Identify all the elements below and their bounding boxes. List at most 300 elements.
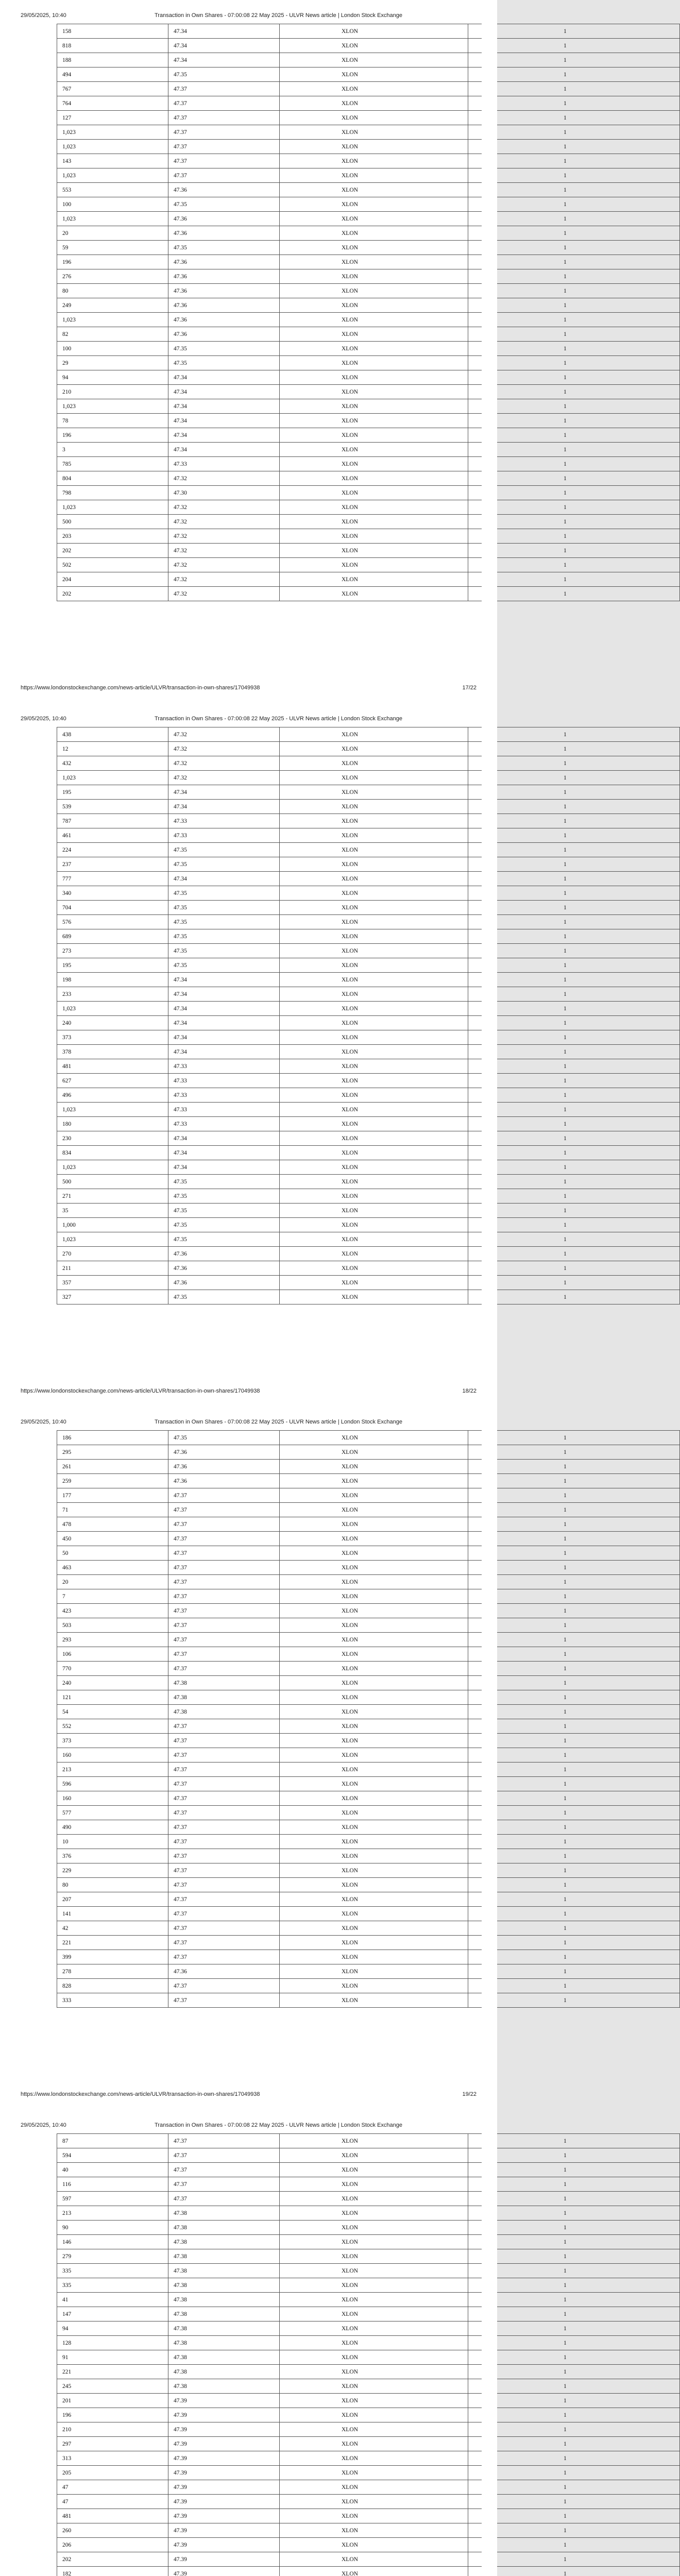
table-row [57,1431,680,1445]
table-row [57,313,680,327]
volume-cell: 378 [57,1045,168,1059]
time-cell: 1 [468,2538,680,2552]
volume-cell: 450 [57,1532,168,1546]
table-row [57,53,680,67]
volume-cell: 313 [57,2451,168,2466]
price-cell: 47.37 [168,2177,280,2192]
time-cell: 1 [468,1921,680,1936]
price-cell: 47.37 [168,1734,280,1748]
venue-cell: XLON [280,370,468,385]
venue-cell: XLON [280,2495,468,2509]
table-row [57,1160,680,1175]
venue-cell: XLON [280,2365,468,2379]
time-cell: 1 [468,1936,680,1950]
venue-cell: XLON [280,2293,468,2307]
venue-cell: XLON [280,414,468,428]
table-row [57,1088,680,1103]
article-url[interactable]: https://www.londonstockexchange.com/news-article/ULVR/transaction-in-own-shares/17049938 [21,1388,260,1394]
venue-cell: XLON [280,24,468,39]
price-cell: 47.34 [168,785,280,800]
venue-cell: XLON [280,2523,468,2538]
price-cell: 47.37 [168,1748,280,1762]
volume-cell: 834 [57,1146,168,1160]
price-cell: 47.39 [168,2480,280,2495]
venue-cell: XLON [280,327,468,342]
table-row [57,2206,680,2221]
venue-cell: XLON [280,857,468,872]
venue-cell: XLON [280,2192,468,2206]
venue-cell: XLON [280,67,468,82]
time-cell: 1 [468,2495,680,2509]
volume-cell: 158 [57,24,168,39]
volume-cell: 373 [57,1734,168,1748]
table-row [57,1532,680,1546]
table-row [57,756,680,771]
volume-cell: 1,023 [57,140,168,154]
price-cell: 47.32 [168,587,280,601]
volume-cell: 202 [57,2552,168,2567]
price-cell: 47.38 [168,2264,280,2278]
time-cell: 1 [468,1045,680,1059]
print-date: 29/05/2025, 10:40 [21,2122,66,2128]
time-cell: 1 [468,183,680,197]
venue-cell: XLON [280,2350,468,2365]
venue-cell: XLON [280,96,468,111]
price-cell: 47.32 [168,558,280,572]
volume-cell: 160 [57,1748,168,1762]
venue-cell: XLON [280,1892,468,1907]
article-title: Transaction in Own Shares - 07:00:08 22 May 2025 - ULVR News article | London Stock Exchange [155,2122,402,2128]
venue-cell: XLON [280,284,468,298]
table-row [57,1474,680,1488]
time-cell: 1 [468,1030,680,1045]
venue-cell: XLON [280,843,468,857]
venue-cell: XLON [280,1074,468,1088]
table-row [57,1907,680,1921]
venue-cell: XLON [280,255,468,269]
volume-cell: 94 [57,2321,168,2336]
table-row [57,284,680,298]
volume-cell: 597 [57,2192,168,2206]
volume-cell: 82 [57,327,168,342]
table-row [57,1676,680,1690]
volume-cell: 423 [57,1604,168,1618]
time-cell: 1 [468,1189,680,1204]
price-cell: 47.37 [168,1993,280,2008]
volume-cell: 293 [57,1633,168,1647]
table-row [57,298,680,313]
volume-cell: 785 [57,457,168,471]
volume-cell: 278 [57,1964,168,1979]
price-cell: 47.34 [168,872,280,886]
table-row [57,2408,680,2422]
venue-cell: XLON [280,1261,468,1276]
price-cell: 47.37 [168,1863,280,1878]
price-cell: 47.34 [168,1131,280,1146]
volume-cell: 127 [57,111,168,125]
price-cell: 47.34 [168,39,280,53]
time-cell: 1 [468,1488,680,1503]
venue-cell: XLON [280,1878,468,1892]
table-row [57,486,680,500]
table-row [57,1460,680,1474]
table-row [57,1016,680,1030]
time-cell: 1 [468,587,680,601]
price-cell: 47.35 [168,843,280,857]
transactions-table [57,727,680,1304]
table-row [57,2567,680,2576]
volume-cell: 121 [57,1690,168,1705]
volume-cell: 432 [57,756,168,771]
price-cell: 47.35 [168,356,280,370]
volume-cell: 399 [57,1950,168,1964]
article-title: Transaction in Own Shares - 07:00:08 22 May 2025 - ULVR News article | London Stock Exchange [155,1419,402,1425]
venue-cell: XLON [280,2264,468,2278]
price-cell: 47.37 [168,1907,280,1921]
volume-cell: 327 [57,1290,168,1304]
volume-cell: 91 [57,2350,168,2365]
venue-cell: XLON [280,1849,468,1863]
time-cell: 1 [468,2552,680,2567]
time-cell: 1 [468,1705,680,1719]
time-cell: 1 [468,828,680,843]
table-row [57,2249,680,2264]
venue-cell: XLON [280,2437,468,2451]
table-row [57,1232,680,1247]
volume-cell: 490 [57,1820,168,1835]
volume-cell: 1,000 [57,1218,168,1232]
time-cell: 1 [468,1532,680,1546]
venue-cell: XLON [280,443,468,457]
time-cell: 1 [468,1575,680,1589]
time-cell: 1 [468,197,680,212]
price-cell: 47.32 [168,515,280,529]
time-cell: 1 [468,399,680,414]
time-cell: 1 [468,2278,680,2293]
time-cell: 1 [468,2148,680,2163]
time-cell: 1 [468,2408,680,2422]
volume-cell: 503 [57,1618,168,1633]
venue-cell: XLON [280,1835,468,1849]
venue-cell: XLON [280,2249,468,2264]
table-row [57,544,680,558]
time-cell: 1 [468,1561,680,1575]
time-cell: 1 [468,2394,680,2408]
time-cell: 1 [468,2523,680,2538]
price-cell: 47.35 [168,886,280,901]
volume-cell: 237 [57,857,168,872]
page-number: 19/22 [462,2091,477,2097]
table-row [57,828,680,843]
table-row [57,1734,680,1748]
price-cell: 47.37 [168,1647,280,1662]
volume-cell: 1,023 [57,125,168,140]
price-cell: 47.38 [168,1705,280,1719]
venue-cell: XLON [280,385,468,399]
volume-cell: 1,023 [57,212,168,226]
venue-cell: XLON [280,1146,468,1160]
venue-cell: XLON [280,1546,468,1561]
venue-cell: XLON [280,1030,468,1045]
volume-cell: 180 [57,1117,168,1131]
time-cell: 1 [468,370,680,385]
volume-cell: 500 [57,1175,168,1189]
venue-cell: XLON [280,1002,468,1016]
volume-cell: 230 [57,1131,168,1146]
price-cell: 47.32 [168,727,280,742]
page-header [21,2122,477,2130]
venue-cell: XLON [280,226,468,241]
volume-cell: 335 [57,2264,168,2278]
venue-cell: XLON [280,1950,468,1964]
time-cell: 1 [468,2206,680,2221]
table-row [57,973,680,987]
price-cell: 47.34 [168,385,280,399]
volume-cell: 478 [57,1517,168,1532]
table-row [57,1218,680,1232]
price-cell: 47.37 [168,2192,280,2206]
price-cell: 47.37 [168,1532,280,1546]
volume-cell: 240 [57,1016,168,1030]
price-cell: 47.38 [168,2336,280,2350]
time-cell: 1 [468,2177,680,2192]
table-row [57,457,680,471]
time-cell: 1 [468,1276,680,1290]
venue-cell: XLON [280,800,468,814]
volume-cell: 146 [57,2235,168,2249]
time-cell: 1 [468,82,680,96]
volume-cell: 198 [57,973,168,987]
price-cell: 47.37 [168,1662,280,1676]
price-cell: 47.35 [168,342,280,356]
price-cell: 47.32 [168,572,280,587]
price-cell: 47.38 [168,1676,280,1690]
price-cell: 47.35 [168,1218,280,1232]
table-row [57,1546,680,1561]
table-row [57,771,680,785]
volume-cell: 203 [57,529,168,544]
volume-cell: 207 [57,1892,168,1907]
venue-cell: XLON [280,2509,468,2523]
venue-cell: XLON [280,587,468,601]
time-cell: 1 [468,2321,680,2336]
table-row [57,1618,680,1633]
venue-cell: XLON [280,515,468,529]
table-row [57,915,680,929]
price-cell: 47.39 [168,2552,280,2567]
venue-cell: XLON [280,1762,468,1777]
venue-cell: XLON [280,313,468,327]
table-row [57,1261,680,1276]
table-row [57,1791,680,1806]
price-cell: 47.37 [168,1575,280,1589]
table-row [57,39,680,53]
time-cell: 1 [468,2221,680,2235]
venue-cell: XLON [280,1088,468,1103]
price-cell: 47.37 [168,1777,280,1791]
volume-cell: 787 [57,814,168,828]
venue-cell: XLON [280,269,468,284]
table-row [57,1589,680,1604]
volume-cell: 1,023 [57,771,168,785]
venue-cell: XLON [280,1232,468,1247]
volume-cell: 186 [57,1431,168,1445]
venue-cell: XLON [280,1204,468,1218]
table-row [57,428,680,443]
volume-cell: 50 [57,1546,168,1561]
price-cell: 47.34 [168,1045,280,1059]
price-cell: 47.39 [168,2451,280,2466]
venue-cell: XLON [280,1460,468,1474]
venue-cell: XLON [280,1791,468,1806]
venue-cell: XLON [280,1964,468,1979]
table-row [57,1276,680,1290]
venue-cell: XLON [280,1719,468,1734]
venue-cell: XLON [280,39,468,53]
venue-cell: XLON [280,901,468,915]
venue-cell: XLON [280,2321,468,2336]
table-row [57,742,680,756]
price-cell: 47.37 [168,1849,280,1863]
price-cell: 47.33 [168,457,280,471]
venue-cell: XLON [280,1532,468,1546]
table-row [57,1964,680,1979]
page-footer [21,1388,477,1395]
price-cell: 47.38 [168,2235,280,2249]
table-row [57,2365,680,2379]
volume-cell: 259 [57,1474,168,1488]
volume-cell: 804 [57,471,168,486]
table-row [57,183,680,197]
page-header [21,1419,477,1427]
table-row [57,24,680,39]
volume-cell: 90 [57,2221,168,2235]
time-cell: 1 [468,255,680,269]
table-row [57,500,680,515]
table-row [57,269,680,284]
table-row [57,2336,680,2350]
venue-cell: XLON [280,944,468,958]
volume-cell: 373 [57,1030,168,1045]
article-title: Transaction in Own Shares - 07:00:08 22 May 2025 - ULVR News article | London Stock Exchange [155,12,402,19]
table-row [57,958,680,973]
volume-cell: 335 [57,2278,168,2293]
table-row [57,1979,680,1993]
time-cell: 1 [468,1146,680,1160]
venue-cell: XLON [280,342,468,356]
volume-cell: 94 [57,370,168,385]
page-right-edge [482,24,497,688]
time-cell: 1 [468,544,680,558]
time-cell: 1 [468,1849,680,1863]
venue-cell: XLON [280,1633,468,1647]
price-cell: 47.36 [168,269,280,284]
venue-cell: XLON [280,1445,468,1460]
volume-cell: 357 [57,1276,168,1290]
venue-cell: XLON [280,1604,468,1618]
venue-cell: XLON [280,2408,468,2422]
price-cell: 47.38 [168,2379,280,2394]
price-cell: 47.32 [168,500,280,515]
price-cell: 47.34 [168,428,280,443]
price-cell: 47.39 [168,2567,280,2576]
time-cell: 1 [468,1633,680,1647]
venue-cell: XLON [280,1618,468,1633]
volume-cell: 195 [57,785,168,800]
table-row [57,587,680,601]
article-url[interactable]: https://www.londonstockexchange.com/news-article/ULVR/transaction-in-own-shares/17049938 [21,685,260,691]
table-row [57,1445,680,1460]
price-cell: 47.36 [168,313,280,327]
price-cell: 47.34 [168,399,280,414]
price-cell: 47.39 [168,2437,280,2451]
time-cell: 1 [468,800,680,814]
table-row [57,558,680,572]
volume-cell: 205 [57,2466,168,2480]
venue-cell: XLON [280,140,468,154]
venue-cell: XLON [280,428,468,443]
price-cell: 47.36 [168,1445,280,1460]
transactions-table [57,2133,680,2576]
volume-cell: 87 [57,2134,168,2148]
table-row [57,96,680,111]
volume-cell: 41 [57,2293,168,2307]
venue-cell: XLON [280,2206,468,2221]
price-cell: 47.32 [168,771,280,785]
table-row [57,1604,680,1618]
volume-cell: 143 [57,154,168,168]
venue-cell: XLON [280,457,468,471]
volume-cell: 221 [57,2365,168,2379]
time-cell: 1 [468,443,680,457]
venue-cell: XLON [280,973,468,987]
article-url[interactable]: https://www.londonstockexchange.com/news-article/ULVR/transaction-in-own-shares/17049938 [21,2091,260,2097]
venue-cell: XLON [280,1662,468,1676]
table-row [57,67,680,82]
time-cell: 1 [468,1074,680,1088]
price-cell: 47.33 [168,1059,280,1074]
price-cell: 47.39 [168,2422,280,2437]
time-cell: 1 [468,385,680,399]
time-cell: 1 [468,356,680,370]
volume-cell: 201 [57,2394,168,2408]
table-row [57,843,680,857]
time-cell: 1 [468,269,680,284]
page-footer [21,2091,477,2098]
time-cell: 1 [468,1103,680,1117]
table-row [57,1290,680,1304]
time-cell: 1 [468,1261,680,1276]
volume-cell: 224 [57,843,168,857]
price-cell: 47.36 [168,1247,280,1261]
table-row [57,2264,680,2278]
price-cell: 47.36 [168,1460,280,1474]
page-footer [21,685,477,692]
time-cell: 1 [468,154,680,168]
volume-cell: 1,023 [57,399,168,414]
volume-cell: 261 [57,1460,168,1474]
volume-cell: 689 [57,929,168,944]
time-cell: 1 [468,1964,680,1979]
table-row [57,2538,680,2552]
price-cell: 47.36 [168,284,280,298]
volume-cell: 147 [57,2307,168,2321]
price-cell: 47.32 [168,544,280,558]
time-cell: 1 [468,414,680,428]
volume-cell: 54 [57,1705,168,1719]
time-cell: 1 [468,958,680,973]
venue-cell: XLON [280,1907,468,1921]
